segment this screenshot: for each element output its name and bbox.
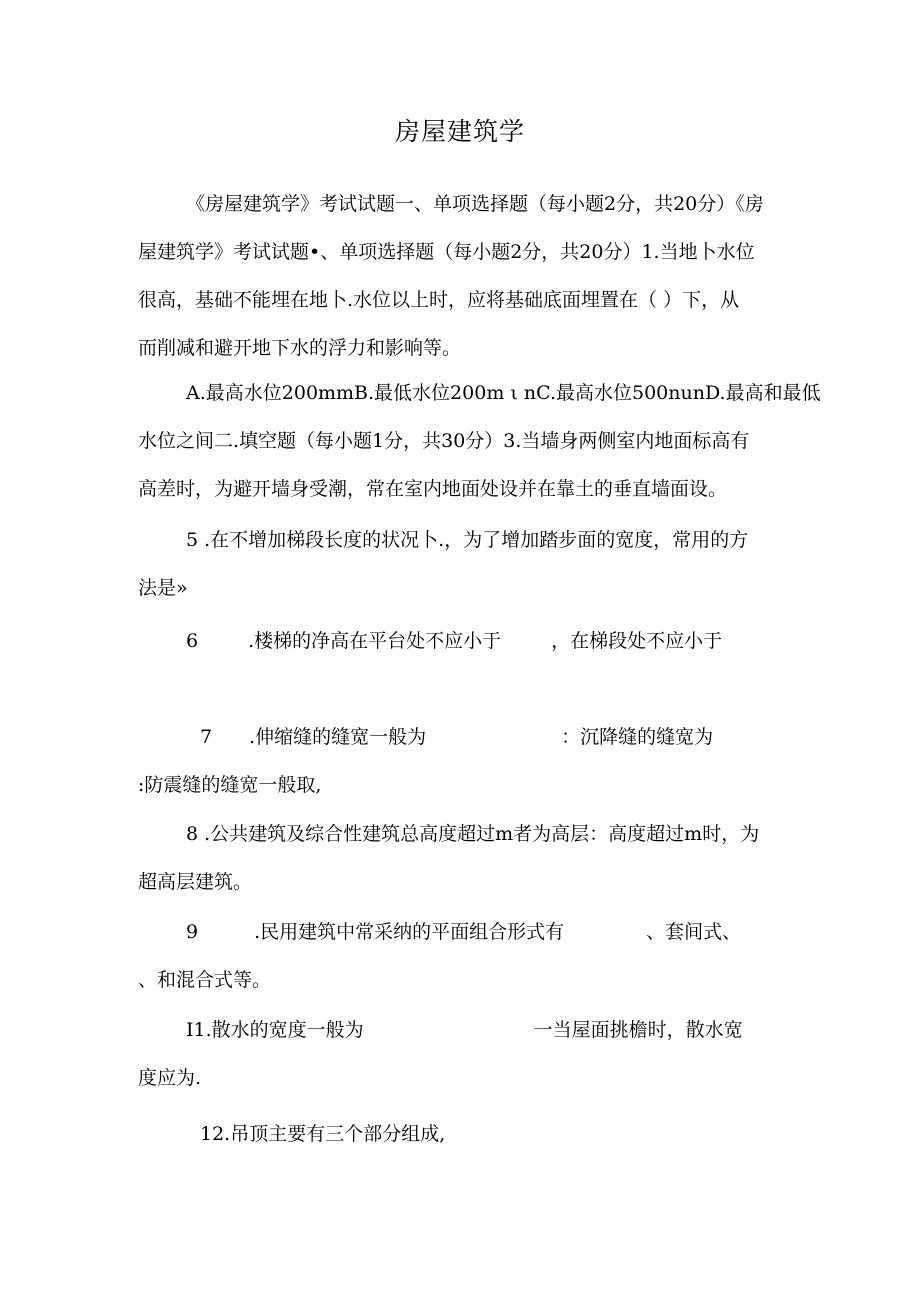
text-line	[138, 713, 788, 761]
text-line: 法是»	[138, 577, 188, 599]
paragraph-question-7	[138, 713, 788, 809]
text-line: 高差时，为避开墙身受潮，常在室内地面处设并在靠土的垂直墙面设。	[138, 478, 728, 500]
question-text: I1.散水的宽度一般为	[186, 1019, 364, 1041]
text-line: 而削减和避开地下水的浮力和影响等。	[138, 337, 462, 359]
text-line	[138, 1006, 788, 1054]
text-line	[138, 908, 788, 956]
question-text: .伸缩缝的缝宽一般为	[249, 726, 427, 748]
question-text: .楼梯的净高在平台处不应小于	[248, 630, 502, 652]
paragraph-options	[138, 369, 821, 513]
text-line: 12.吊顶主要有三个部分组成,	[200, 1123, 446, 1145]
question-text: 、套间式、	[646, 921, 742, 943]
text-line: A.最高水位200mmB.最低水位200m ι nC.最高水位500nunD.最高和最低	[186, 382, 821, 404]
paragraph-exam-intro	[138, 180, 788, 372]
question-number: 7	[200, 726, 213, 748]
paragraph-question-9	[138, 908, 788, 1004]
text-line: 很高，基础不能埋在地卜.水位以上时，应将基础底面埋置在（ ）下，从	[138, 289, 740, 311]
text-line: 《房屋建筑学》考试试题一、单项选择题（每小题2分，共20分）《房	[186, 193, 764, 215]
text-line: 8 .公共建筑及综合性建筑总高度超过m者为高层：高度超过m时，为	[186, 823, 760, 845]
paragraph-question-6	[138, 617, 788, 665]
question-number: 6	[186, 630, 199, 652]
paragraph-question-8	[138, 810, 788, 906]
text-line	[138, 617, 788, 665]
question-text: 一当屋面挑檐时，散水宽	[533, 1019, 743, 1041]
text-line: 5 .在不增加梯段长度的状况卜.，为了增加踏步面的宽度，常用的方	[186, 529, 749, 551]
paragraph-question-5	[138, 516, 788, 612]
text-line: 屋建筑学》考试试题•、单项选择题（每小题2分，共20分）1.当地卜水位	[138, 241, 755, 263]
paragraph-question-11	[138, 1006, 788, 1102]
text-line: 、和混合式等。	[138, 969, 272, 991]
text-line: 水位之间二.填空题（每小题1分，共30分）3.当墙身两侧室内地面标高有	[138, 430, 750, 452]
text-line: 超高层建筑。	[138, 871, 253, 893]
document-title: 房屋建筑学	[394, 117, 525, 146]
question-text: .民用建筑中常采纳的平面组合形式有	[254, 921, 565, 943]
question-text: ，在梯段处不应小于	[551, 630, 723, 652]
paragraph-question-12	[138, 1110, 788, 1158]
question-text: ：沉降缝的缝宽为	[561, 726, 714, 748]
text-line: 度应为.	[138, 1067, 202, 1089]
question-number: 9	[186, 921, 199, 943]
text-line: :防震缝的缝宽一般取,	[138, 774, 322, 796]
